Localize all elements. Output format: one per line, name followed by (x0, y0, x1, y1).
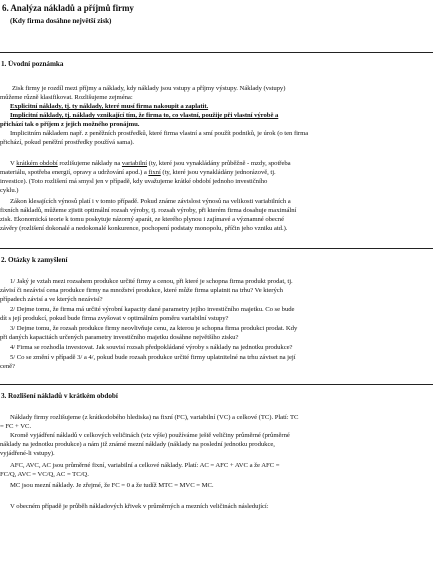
paragraph-line: vyjádřené-li vstupy). (0, 450, 55, 457)
paragraph-line: FC/Q, AVC = VC/Q, AC = TC/Q. (0, 471, 89, 478)
question-5-cont: ceně? (0, 363, 15, 370)
text-run: rozlišujeme náklady na (57, 160, 122, 167)
question-3: 3/ Dejme tomu, že rozsah produkce firmy neovlivňuje cenu, za kterou je schopna firma produkci prodat. Kdy (10, 325, 298, 332)
section-heading-questions: 2. Otázky k zamyšlení (1, 256, 68, 264)
question-4: 4/ Firma se rozhodla investovat. Jak souvisí rozsah předpokládané výroby s náklady na jednotku produkce? (10, 344, 293, 351)
question-5: 5/ Co se změní v případě 3/ a 4/, pokud bude rozsah produkce určité firmy uplatnitelné na trhu záviset na její (10, 354, 296, 361)
paragraph-line: přichází, pokud peněžní prostředky používá sama). (0, 139, 135, 146)
term-short-run: krátkém období (16, 160, 58, 167)
paragraph-line: AFC, AVC, AC jsou průměrné fixní, variabilní a celkové náklady. Platí: AC = AFC + AVC a že AFC = (10, 462, 280, 469)
text-run: (ty, které jsou vynakládány jednorázově, tj. (160, 169, 276, 176)
definition-implicit-costs: Implicitní náklady, tj. náklady vznikající tím, že firma to, co vlastní, použije při vlastní výrobě a (10, 112, 279, 119)
paragraph-line: Implicitním nákladem např. z peněžních prostředků, které firma vlastní a smí použít podniků, je úrok (o ten firma (10, 130, 309, 137)
paragraph-line: můžeme různě klasifikovat. Rozlišujeme zejména: (0, 94, 133, 101)
document-subtitle: (Kdy firma dosáhne největší zisk) (10, 17, 112, 25)
paragraph-line: investice). (Toto rozlišení má smysl jen v případě, kdy uvažujeme krátké období jednoho investičního (0, 178, 268, 185)
definition-implicit-costs-cont: přichází tak o příjem z jejich možného pronájmu. (0, 121, 140, 128)
paragraph-line: Náklady firmy rozlišujeme (z krátkodobého hlediska) na fixní (FC), variabilní (VC) a celkové (TC). Platí: TC (10, 414, 299, 421)
paragraph-line: cyklu.) (0, 187, 19, 194)
paragraph-line: V obecném případě je průběh nákladových křivek v průměrných a mezních veličinách následující: (10, 503, 269, 510)
question-2: 2/ Dejme tomu, že firma má určité výrobní kapacity dané parametry jejího investičního majetku. Co se bude (10, 306, 295, 313)
section-heading-short-run-costs: 3. Rozlišení nákladů v krátkém období (1, 392, 118, 400)
question-1-cont: případech závisí a ve kterých nezávisí? (0, 296, 103, 303)
paragraph-line: fixních nákladů, můžeme zjistit optimální rozsah výroby, tj. rozsah výroby, při kterém firma dosahuje maximální (0, 207, 297, 214)
section-divider (0, 384, 433, 385)
question-2-cont: dít s její produkcí, pokud bude firma zvyšovat v optimálním poměru variabilní vstupy? (0, 315, 229, 322)
paragraph-line: Zisk firmy je rozdíl mezi příjmy a náklady, kdy náklady jsou vstupy a příjmy výstupy. Náklady (vstupy) (12, 85, 286, 92)
term-variable: variabilní (121, 160, 148, 167)
section-divider (0, 52, 433, 53)
definition-explicit-costs: Explicitní náklady, tj. ty náklady, které musí firma nakoupit a zaplatit. (10, 103, 209, 110)
term-fixed: fixní (148, 169, 161, 176)
text-run: V (10, 160, 17, 167)
section-heading-intro: 1. Úvodní poznámka (1, 60, 64, 68)
paragraph-line: závěry (rozlišení dokonalé a nedokonalé konkurence, pochopení podstaty monopolu, příčin jeho vzniku atd.). (0, 225, 288, 232)
question-3-cont: při daných kapacitách určených parametry investičního majetku dosáhne největšího zisku? (0, 334, 239, 341)
paragraph-line: Zákon klesajících výnosů platí i v tomto případě. Pokud známe závislost výnosů na velikosti variabilních a (10, 198, 291, 205)
paragraph-line-short-run (10, 160, 433, 168)
paragraph-line: Kromě vyjádření nákladů v celkových veličinách (viz výše) používáme ještě veličiny průměrné (průměrné (10, 432, 290, 439)
question-1: 1/ Jaký je vztah mezi rozsahem produkce určité firmy a cenou, při které je schopna firma produkt prodat, tj. (10, 278, 293, 285)
document-title: 6. Analýza nákladů a příjmů firmy (2, 3, 134, 13)
paragraph-line: zisk. Ekonomická teorie k tomu poskytuje názorný aparát, ze kterého plynou i zajímavé a významné obecné (0, 216, 284, 223)
text-run: materiálu, spotřeba energií, opravy a udržování apod.) a (0, 169, 149, 176)
paragraph-line (0, 169, 433, 177)
question-1-cont: závisí či nezávisí cena produkce firmy na množství produkce, které může firma uplatnit na trhu? Ve kterých (0, 287, 283, 294)
paragraph-line: = FC + VC. (0, 423, 32, 430)
paragraph-line: náklady na jednotku produkce) a nám již známé mezní náklady (náklady na poslední jednotku produkce, (0, 441, 275, 448)
paragraph-line: MC jsou mezní náklady. Je zřejmé, že FC = 0 a že tudíž MTC = MVC = MC. (10, 482, 214, 489)
section-divider (0, 248, 433, 249)
text-run: (ty, které jsou vynakládány průběžně - mzdy, spotřeba (147, 160, 291, 167)
